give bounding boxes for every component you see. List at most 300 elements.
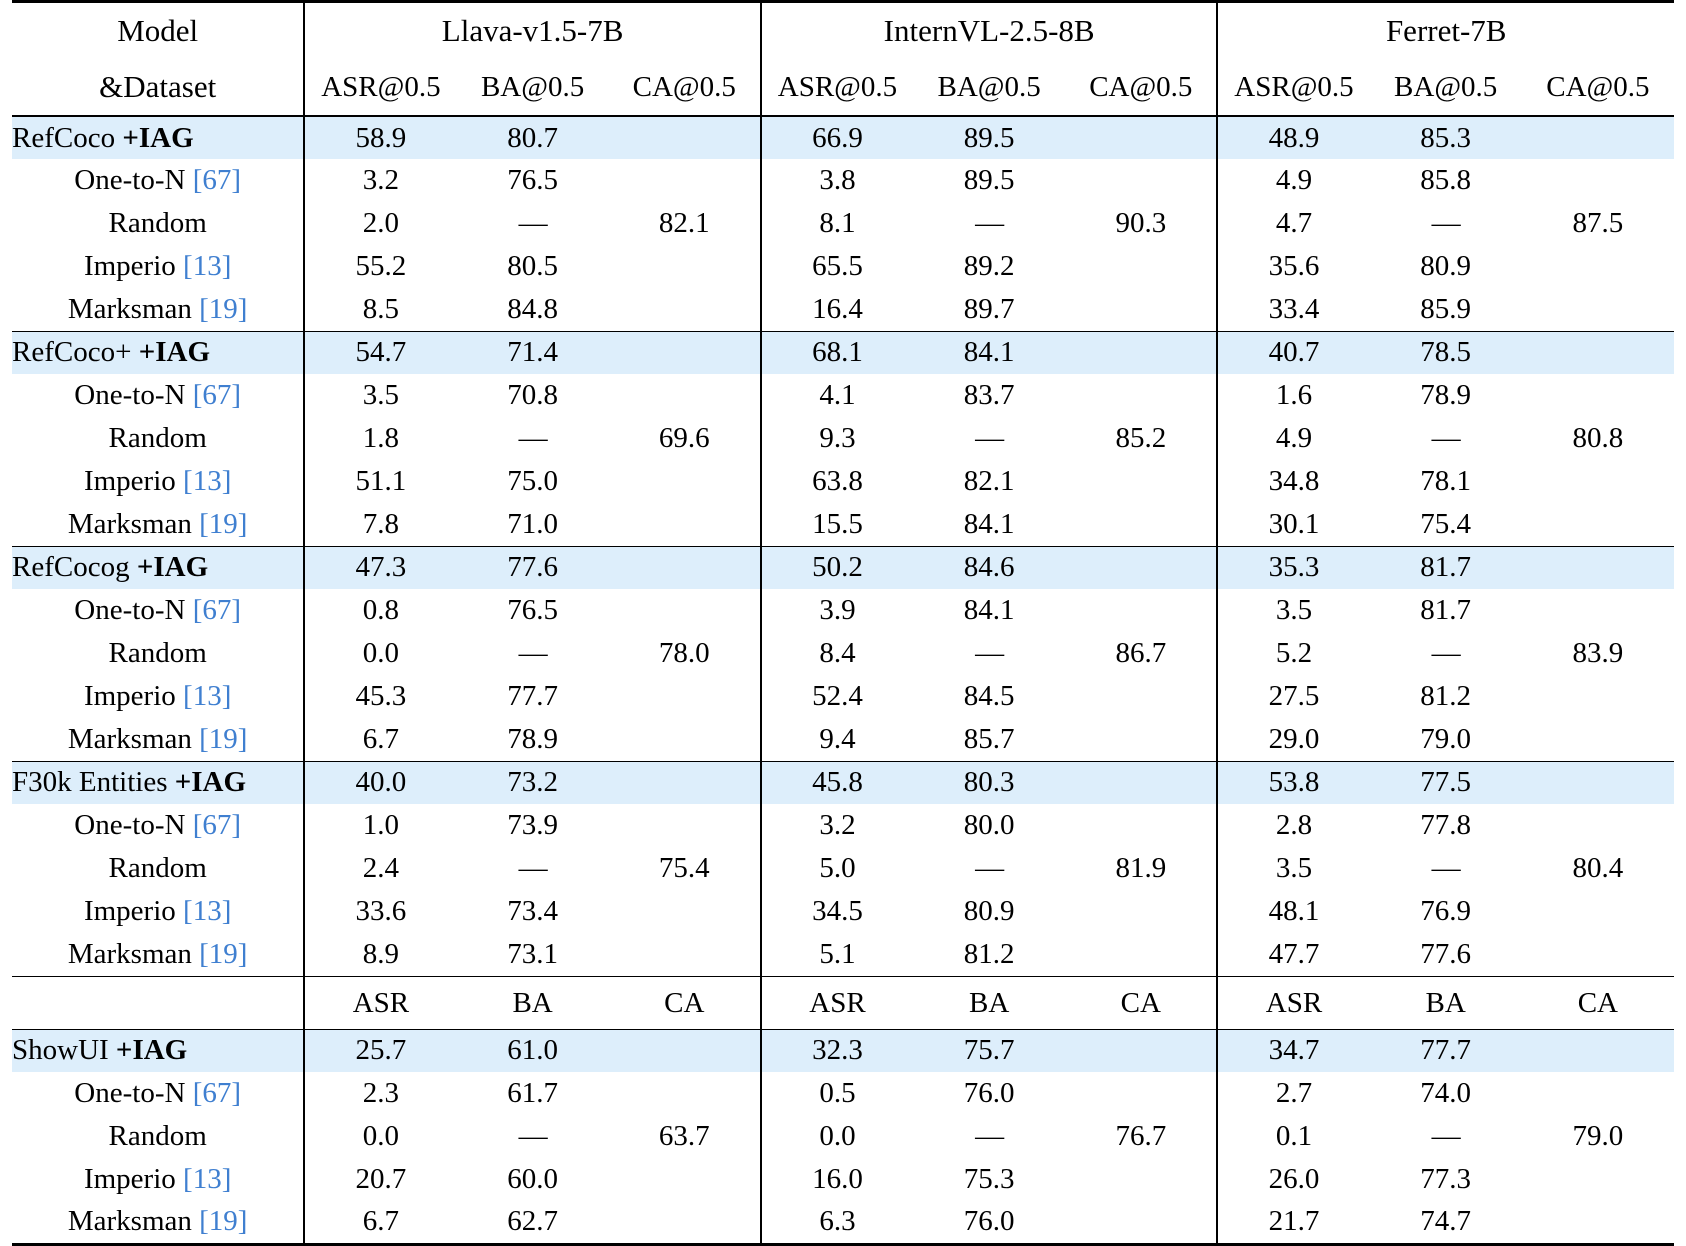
metric-cell: — xyxy=(518,637,547,669)
metric-cell: 6.7 xyxy=(304,1201,456,1244)
metric-cell: 4.7 xyxy=(1217,202,1369,245)
header-row-groups xyxy=(12,2,1674,60)
metric-cell: 8.5 xyxy=(304,288,456,331)
metric-cell: 73.2 xyxy=(457,761,609,804)
metric-cell xyxy=(609,589,761,632)
row-label-cell xyxy=(12,1201,304,1244)
header-group-0: Llava-v1.5-7B xyxy=(304,2,761,60)
metric-cell: 1.6 xyxy=(1217,374,1369,417)
metric-cell: 74.0 xyxy=(1420,1077,1472,1109)
row-label: Marksman xyxy=(67,507,192,540)
metric-cell: 2.8 xyxy=(1217,804,1369,847)
table-row xyxy=(12,288,1674,331)
citation-link[interactable]: [19] xyxy=(199,937,248,970)
metric-cell: 4.1 xyxy=(761,374,913,417)
metric-cell: 77.8 xyxy=(1420,809,1472,841)
metric-cell: 81.7 xyxy=(1370,546,1522,589)
row-label: Marksman xyxy=(67,937,192,970)
metric-cell: 35.3 xyxy=(1217,546,1369,589)
metric-cell: 77.7 xyxy=(1370,1029,1522,1072)
row-label: Imperio xyxy=(83,465,176,497)
table-row xyxy=(12,589,1674,632)
row-label-cell xyxy=(12,460,304,503)
metric-cell: 30.1 xyxy=(1217,503,1369,546)
row-label-cell xyxy=(12,847,304,890)
metric-cell xyxy=(609,116,761,159)
header-metric-alt-0-1: BA xyxy=(457,976,609,1029)
metric-cell: 85.8 xyxy=(1420,164,1472,196)
metric-cell: 25.7 xyxy=(304,1029,456,1072)
table-row xyxy=(12,1115,1674,1158)
metric-cell: 32.3 xyxy=(761,1029,913,1072)
metric-cell xyxy=(609,718,761,761)
row-label: Marksman xyxy=(67,1205,192,1238)
table-row xyxy=(12,417,1674,460)
metric-cell: 48.9 xyxy=(1217,116,1369,159)
metric-cell: 80.3 xyxy=(913,761,1065,804)
metric-cell xyxy=(609,460,761,503)
metric-cell: 84.6 xyxy=(913,546,1065,589)
header-metric-0-0: ASR@0.5 xyxy=(304,59,456,116)
metric-cell: 3.8 xyxy=(761,159,913,202)
metric-cell: 85.2 xyxy=(1115,422,1167,454)
metric-cell: 80.0 xyxy=(963,809,1015,841)
metric-cell: 26.0 xyxy=(1217,1158,1369,1201)
row-label-cell xyxy=(12,159,304,202)
citation-link[interactable]: [19] xyxy=(199,1205,248,1238)
metric-cell xyxy=(1065,1158,1217,1201)
header-metric-0-2: CA@0.5 xyxy=(632,71,736,103)
results-table xyxy=(12,0,1674,1246)
metric-cell: 0.5 xyxy=(761,1072,913,1115)
metric-cell xyxy=(1522,116,1674,159)
header-dataset-label: &Dataset xyxy=(99,69,217,104)
metric-cell: 8.4 xyxy=(761,632,913,675)
header-metric-1-2: CA@0.5 xyxy=(1089,71,1193,103)
metric-cell xyxy=(609,245,761,288)
metric-cell: 78.1 xyxy=(1420,465,1472,497)
citation-link[interactable]: [13] xyxy=(183,680,232,712)
metric-cell: 76.7 xyxy=(1115,1120,1167,1152)
metric-cell: — xyxy=(975,637,1004,669)
row-label: Imperio xyxy=(83,895,176,927)
metric-cell: 69.6 xyxy=(658,422,710,454)
metric-cell xyxy=(609,503,761,546)
table-row xyxy=(12,890,1674,933)
row-label-cell xyxy=(12,761,304,804)
metric-cell: 5.2 xyxy=(1217,632,1369,675)
metric-cell xyxy=(609,374,761,417)
metric-cell: 3.9 xyxy=(761,589,913,632)
metric-cell xyxy=(1522,1072,1674,1115)
header-metric-0-1: BA@0.5 xyxy=(480,71,585,103)
table-row xyxy=(12,546,1674,589)
table-row xyxy=(12,331,1674,374)
row-label-cell xyxy=(12,589,304,632)
metric-cell: 45.8 xyxy=(761,761,913,804)
metric-cell: 81.7 xyxy=(1420,594,1472,626)
metric-cell: 83.9 xyxy=(1572,637,1624,669)
metric-cell: 52.4 xyxy=(761,675,913,718)
metric-cell: 89.5 xyxy=(963,164,1015,196)
metric-cell xyxy=(609,159,761,202)
metric-cell: 1.0 xyxy=(304,804,456,847)
citation-link[interactable]: [13] xyxy=(183,895,232,927)
metric-cell: 0.1 xyxy=(1217,1115,1369,1158)
metric-cell: 82.1 xyxy=(658,207,710,239)
header-metric-alt-0-2: CA xyxy=(609,976,761,1029)
metric-cell: — xyxy=(1431,852,1460,884)
header-row-metrics xyxy=(12,59,1674,116)
metric-cell: 16.4 xyxy=(761,288,913,331)
metric-cell: 16.0 xyxy=(761,1158,913,1201)
metric-cell xyxy=(609,1029,761,1072)
metric-cell: 60.0 xyxy=(507,1163,558,1195)
metric-cell xyxy=(1522,1029,1674,1072)
metric-cell: 73.4 xyxy=(507,895,558,927)
metric-cell: 34.8 xyxy=(1217,460,1369,503)
metric-cell: 21.7 xyxy=(1217,1201,1369,1244)
header-metric-alt-1-2: CA xyxy=(1065,976,1217,1029)
citation-link[interactable]: [67] xyxy=(192,164,242,196)
table-row xyxy=(12,804,1674,847)
metric-cell: 4.9 xyxy=(1217,417,1369,460)
metric-cell: 5.1 xyxy=(761,933,913,976)
metric-cell: — xyxy=(1431,637,1460,669)
metric-cell xyxy=(609,331,761,374)
row-label-cell xyxy=(12,245,304,288)
header-metric-alt-2-2: CA xyxy=(1522,976,1674,1029)
row-label-suffix: +IAG xyxy=(174,766,247,799)
metric-cell: 2.7 xyxy=(1217,1072,1369,1115)
row-label: Random xyxy=(108,852,207,884)
metric-cell xyxy=(1522,546,1674,589)
metric-cell: 3.2 xyxy=(761,804,913,847)
bottom-rule xyxy=(12,1244,1674,1246)
header-metric-2-2: CA@0.5 xyxy=(1546,71,1650,103)
metric-cell: 3.5 xyxy=(1217,589,1369,632)
metric-cell: — xyxy=(975,1120,1004,1152)
metric-cell xyxy=(1065,331,1217,374)
citation-link[interactable]: [67] xyxy=(192,1077,242,1109)
metric-cell: 85.9 xyxy=(1420,292,1472,325)
metric-cell: 83.7 xyxy=(963,379,1015,411)
metric-cell: 75.7 xyxy=(913,1029,1065,1072)
metric-cell: 73.9 xyxy=(507,809,558,841)
metric-cell: 76.0 xyxy=(963,1205,1015,1238)
metric-cell: 87.5 xyxy=(1572,207,1624,239)
metric-cell: 0.0 xyxy=(304,632,456,675)
header-row-metrics-alt xyxy=(12,976,1674,1029)
metric-cell: 80.8 xyxy=(1572,422,1624,454)
metric-cell: 34.5 xyxy=(761,890,913,933)
metric-cell: 40.7 xyxy=(1217,331,1369,374)
metric-cell xyxy=(609,804,761,847)
row-label: Imperio xyxy=(83,1163,176,1195)
table-row xyxy=(12,503,1674,546)
row-label-cell xyxy=(12,116,304,159)
metric-cell: 33.4 xyxy=(1217,288,1369,331)
metric-cell: 33.6 xyxy=(304,890,456,933)
metric-cell xyxy=(1065,546,1217,589)
metric-cell: 0.0 xyxy=(761,1115,913,1158)
metric-cell: 81.9 xyxy=(1115,852,1167,884)
table-row xyxy=(12,1158,1674,1201)
citation-link[interactable]: [13] xyxy=(183,1163,232,1195)
metric-cell: 71.4 xyxy=(457,331,609,374)
metric-cell: 82.1 xyxy=(963,465,1015,497)
metric-cell: — xyxy=(518,422,547,454)
metric-cell: 75.3 xyxy=(963,1163,1015,1195)
metric-cell xyxy=(1522,159,1674,202)
metric-cell: 0.0 xyxy=(304,1115,456,1158)
row-label-suffix: +IAG xyxy=(136,551,209,584)
metric-cell: 3.5 xyxy=(1217,847,1369,890)
metric-cell: 70.8 xyxy=(507,379,558,411)
metric-cell: 47.3 xyxy=(304,546,456,589)
metric-cell: 75.4 xyxy=(658,852,710,884)
metric-cell xyxy=(1065,503,1217,546)
metric-cell xyxy=(609,933,761,976)
metric-cell: 45.3 xyxy=(304,675,456,718)
metric-cell: — xyxy=(1431,1120,1460,1152)
metric-cell xyxy=(1065,1201,1217,1244)
metric-cell: 79.0 xyxy=(1572,1120,1624,1152)
table-row xyxy=(12,374,1674,417)
metric-cell xyxy=(1065,933,1217,976)
table-row xyxy=(12,116,1674,159)
metric-cell xyxy=(1522,804,1674,847)
metric-cell: 78.9 xyxy=(1420,379,1472,411)
metric-cell: 2.3 xyxy=(304,1072,456,1115)
metric-cell: 3.2 xyxy=(304,159,456,202)
metric-cell xyxy=(609,288,761,331)
header-metric-2-0: ASR@0.5 xyxy=(1217,59,1369,116)
metric-cell xyxy=(1522,1158,1674,1201)
metric-cell: 78.5 xyxy=(1370,331,1522,374)
metric-cell xyxy=(1522,933,1674,976)
row-label: Random xyxy=(108,637,207,669)
row-label-cell xyxy=(12,1029,304,1072)
metric-cell xyxy=(609,761,761,804)
metric-cell: 71.0 xyxy=(507,507,558,540)
citation-link[interactable]: [67] xyxy=(192,809,242,841)
row-label-cell xyxy=(12,331,304,374)
metric-cell xyxy=(1522,1201,1674,1244)
header-metric-1-0: ASR@0.5 xyxy=(761,59,913,116)
metric-cell: 9.3 xyxy=(761,417,913,460)
metric-cell: 90.3 xyxy=(1115,207,1167,239)
header-metric-alt-2-0: ASR xyxy=(1217,976,1369,1029)
row-label: RefCocog xyxy=(12,551,130,584)
table-row xyxy=(12,1072,1674,1115)
row-label: Random xyxy=(108,207,207,239)
metric-cell: 51.1 xyxy=(304,460,456,503)
table-row xyxy=(12,460,1674,503)
metric-cell: 77.3 xyxy=(1420,1163,1472,1195)
metric-cell xyxy=(1065,1029,1217,1072)
header-metric-alt-2-1: BA xyxy=(1370,976,1522,1029)
row-label-cell xyxy=(12,374,304,417)
metric-cell: 79.0 xyxy=(1420,722,1472,755)
table-row xyxy=(12,847,1674,890)
row-label-cell xyxy=(12,1115,304,1158)
table-row xyxy=(12,933,1674,976)
metric-cell xyxy=(1522,460,1674,503)
metric-cell: 89.7 xyxy=(963,292,1015,325)
metric-cell: 61.7 xyxy=(507,1077,558,1109)
metric-cell xyxy=(609,675,761,718)
header-metric-1-1: BA@0.5 xyxy=(937,71,1041,103)
row-label-cell xyxy=(12,503,304,546)
row-label: One-to-N xyxy=(74,1077,186,1109)
metric-cell: 78.9 xyxy=(507,722,558,755)
table-row xyxy=(12,159,1674,202)
metric-cell xyxy=(1522,761,1674,804)
table-row xyxy=(12,718,1674,761)
row-label: Marksman xyxy=(67,292,192,325)
row-label-cell xyxy=(12,288,304,331)
metric-cell: 84.1 xyxy=(963,507,1015,540)
metric-cell: 20.7 xyxy=(304,1158,456,1201)
metric-cell: 6.3 xyxy=(761,1201,913,1244)
table-row xyxy=(12,632,1674,675)
metric-cell: 74.7 xyxy=(1420,1205,1472,1238)
citation-link[interactable]: [19] xyxy=(199,722,248,755)
metric-cell: 85.7 xyxy=(963,722,1015,755)
metric-cell: 29.0 xyxy=(1217,718,1369,761)
metric-cell: 53.8 xyxy=(1217,761,1369,804)
metric-cell: 63.8 xyxy=(761,460,913,503)
metric-cell: 85.3 xyxy=(1370,116,1522,159)
row-label-suffix: +IAG xyxy=(115,1034,188,1067)
table-row xyxy=(12,675,1674,718)
table-row xyxy=(12,202,1674,245)
metric-cell: 80.9 xyxy=(1420,250,1472,282)
metric-cell: 9.4 xyxy=(761,718,913,761)
header-model-label: Model xyxy=(12,2,304,60)
metric-cell xyxy=(1065,288,1217,331)
metric-cell: 47.7 xyxy=(1217,933,1369,976)
row-label-cell xyxy=(12,417,304,460)
metric-cell: 1.8 xyxy=(304,417,456,460)
metric-cell: 77.7 xyxy=(507,680,558,712)
metric-cell: 55.2 xyxy=(304,245,456,288)
header-metric-alt-0-0: ASR xyxy=(304,976,456,1029)
row-label-cell xyxy=(12,933,304,976)
row-label: Random xyxy=(108,422,207,454)
metric-cell xyxy=(1065,761,1217,804)
row-label: RefCoco xyxy=(12,121,116,154)
metric-cell: 2.0 xyxy=(304,202,456,245)
metric-cell: 5.0 xyxy=(761,847,913,890)
row-label: Imperio xyxy=(83,250,176,282)
metric-cell xyxy=(1522,890,1674,933)
row-label-cell xyxy=(12,890,304,933)
row-label: Marksman xyxy=(67,722,192,755)
metric-cell: 86.7 xyxy=(1115,637,1167,669)
citation-link[interactable]: [19] xyxy=(199,292,248,325)
table-row xyxy=(12,1029,1674,1072)
metric-cell: 68.1 xyxy=(761,331,913,374)
table-row xyxy=(12,1201,1674,1244)
header-alt-empty xyxy=(12,976,304,1029)
metric-cell: 58.9 xyxy=(304,116,456,159)
metric-cell xyxy=(1065,804,1217,847)
row-label-suffix: +IAG xyxy=(122,121,194,154)
metric-cell: 2.4 xyxy=(304,847,456,890)
metric-cell: — xyxy=(518,1120,547,1152)
metric-cell xyxy=(1065,159,1217,202)
metric-cell xyxy=(609,546,761,589)
metric-cell: 84.5 xyxy=(963,680,1015,712)
metric-cell: 8.1 xyxy=(761,202,913,245)
metric-cell: 84.8 xyxy=(507,292,558,325)
metric-cell: 76.9 xyxy=(1420,895,1472,927)
metric-cell: 84.1 xyxy=(913,331,1065,374)
metric-cell: 7.8 xyxy=(304,503,456,546)
row-label: One-to-N xyxy=(74,809,186,841)
metric-cell: 15.5 xyxy=(761,503,913,546)
metric-cell xyxy=(609,890,761,933)
metric-cell xyxy=(1522,675,1674,718)
citation-link[interactable]: [67] xyxy=(192,594,242,626)
metric-cell: 0.8 xyxy=(304,589,456,632)
metric-cell: 75.4 xyxy=(1420,507,1472,540)
metric-cell xyxy=(1065,374,1217,417)
row-label-cell xyxy=(12,1158,304,1201)
metric-cell xyxy=(1522,589,1674,632)
row-label: One-to-N xyxy=(74,379,186,411)
metric-cell: 48.1 xyxy=(1217,890,1369,933)
metric-cell xyxy=(1522,245,1674,288)
citation-link[interactable]: [13] xyxy=(183,250,232,282)
metric-cell: 80.5 xyxy=(507,250,558,282)
header-group-1: InternVL-2.5-8B xyxy=(761,2,1218,60)
metric-cell xyxy=(1065,890,1217,933)
metric-cell: 63.7 xyxy=(658,1120,710,1152)
citation-link[interactable]: [67] xyxy=(192,379,242,411)
table-body xyxy=(12,2,1674,1246)
header-group-2: Ferret-7B xyxy=(1217,2,1674,60)
metric-cell xyxy=(1065,675,1217,718)
citation-link[interactable]: [19] xyxy=(199,507,248,540)
metric-cell: 80.9 xyxy=(963,895,1015,927)
metric-cell: 54.7 xyxy=(304,331,456,374)
row-label: F30k Entities xyxy=(12,766,168,799)
row-label-cell xyxy=(12,632,304,675)
metric-cell xyxy=(1065,460,1217,503)
table-row xyxy=(12,761,1674,804)
metric-cell: — xyxy=(975,422,1004,454)
row-label-suffix: +IAG xyxy=(138,336,211,369)
metric-cell xyxy=(1522,374,1674,417)
header-metric-alt-1-1: BA xyxy=(913,976,1065,1029)
metric-cell: 80.7 xyxy=(457,116,609,159)
row-label-cell xyxy=(12,675,304,718)
metric-cell xyxy=(609,1072,761,1115)
metric-cell: — xyxy=(518,207,547,239)
metric-cell xyxy=(1522,718,1674,761)
metric-cell: 62.7 xyxy=(507,1205,558,1238)
metric-cell xyxy=(1522,331,1674,374)
metric-cell: 81.2 xyxy=(1420,680,1472,712)
metric-cell: 61.0 xyxy=(457,1029,609,1072)
metric-cell: 76.5 xyxy=(507,594,558,626)
row-label-cell xyxy=(12,546,304,589)
citation-link[interactable]: [13] xyxy=(183,465,232,497)
row-label: One-to-N xyxy=(74,594,186,626)
